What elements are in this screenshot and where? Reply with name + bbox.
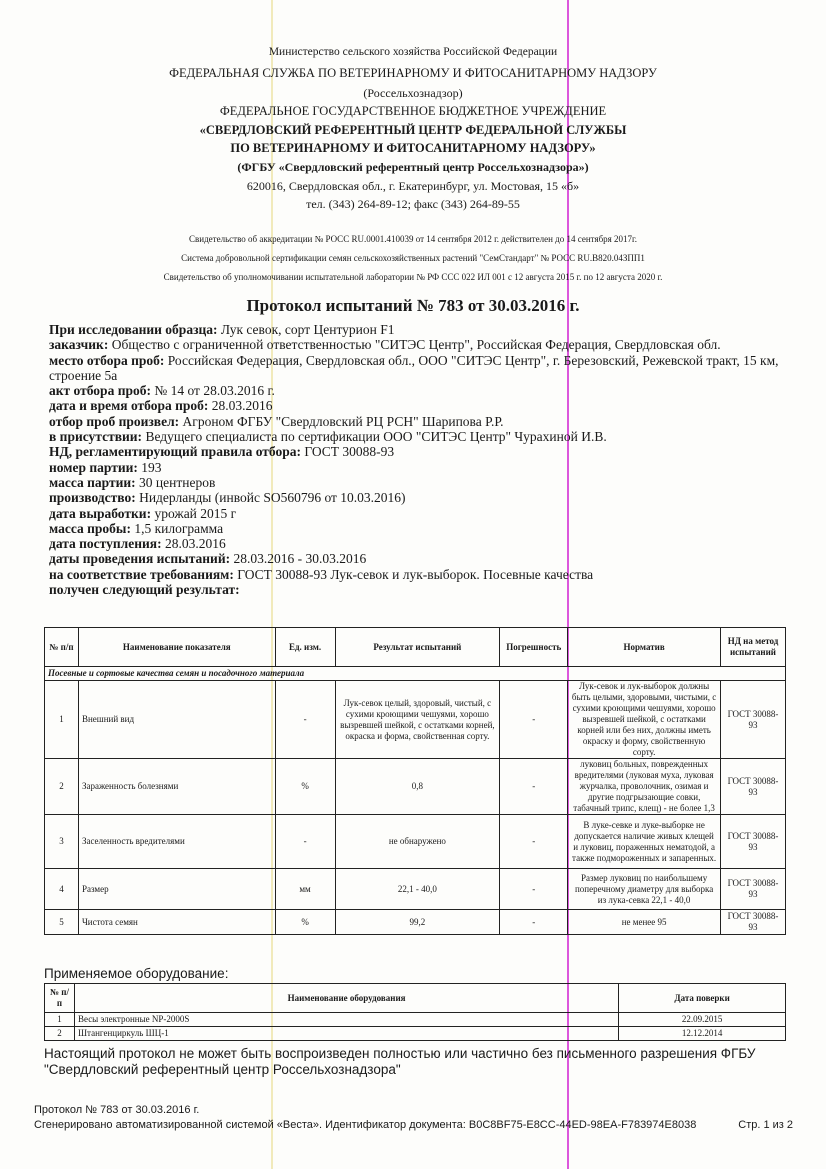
header-ministry: Министерство сельского хозяйства Российской Федерации: [268, 46, 558, 58]
cell-result: 99,2: [335, 910, 500, 935]
column-header: № п/п: [45, 984, 75, 1013]
field-manufacture: [49, 506, 779, 521]
cell-norm: Размер луковиц по наибольшему поперечному диаметру для выборка из лука-севка 22,1 - 40,0: [568, 869, 721, 910]
cell-date: 22.09.2015: [619, 1013, 786, 1027]
cell-name: Внешний вид: [78, 681, 275, 759]
cell-error: -: [500, 759, 568, 815]
field-label: дата поступления:: [49, 536, 162, 552]
certificate-authorization: Свидетельство об уполномочивании испытательной лаборатории № РФ ССС 022 ИЛ 001 с 12 августа 2015 г. по 12 августа 2020 г.: [163, 272, 663, 282]
cell-result: 22,1 - 40,0: [335, 869, 500, 910]
table-row: [45, 910, 786, 935]
equipment-table: [44, 983, 786, 1041]
cell-error: -: [500, 869, 568, 910]
field-label: масса партии:: [49, 474, 136, 490]
field-label: масса пробы:: [49, 520, 131, 536]
header-institution-line1: «СВЕРДЛОВСКИЙ РЕФЕРЕНТНЫЙ ЦЕНТР ФЕДЕРАЛЬНОЙ СЛУЖБЫ: [199, 123, 627, 137]
field-label: НД, регламентирующий правила отбора:: [49, 444, 301, 460]
column-header: № п/п: [45, 628, 79, 667]
field-label: производство:: [49, 490, 136, 506]
cell-method: ГОСТ 30088-93: [721, 815, 786, 869]
field-value: ГОСТ 30088-93 Лук-севок и лук-выборок. Посевные качества: [233, 566, 594, 582]
protocol-title: Протокол испытаний № 783 от 30.03.2016 г.: [246, 296, 580, 315]
field-value: 30 центнеров: [135, 474, 216, 490]
field-value: 28.03.2016 - 30.03.2016: [230, 551, 367, 567]
field-sampler: [49, 414, 779, 429]
cell-num: 2: [45, 759, 79, 815]
cell-unit: %: [275, 759, 335, 815]
field-label: При исследовании образца:: [49, 322, 218, 337]
cell-num: 2: [45, 1027, 75, 1041]
column-header: Результат испытаний: [335, 628, 500, 667]
cell-method: ГОСТ 30088-93: [721, 910, 786, 935]
cell-norm: не менее 95: [568, 910, 721, 935]
cell-unit: -: [275, 681, 335, 759]
table-row: [45, 1013, 786, 1027]
cell-unit: мм: [275, 869, 335, 910]
table-row: [45, 759, 786, 815]
cell-num: 3: [45, 815, 79, 869]
field-nd: [49, 444, 779, 459]
cell-name: Заселенность вредителями: [78, 815, 275, 869]
field-result-label: [49, 582, 779, 597]
field-value: 28.03.2016: [208, 398, 273, 414]
certificate-accreditation: Свидетельство об аккредитации № РОСС RU.0001.410039 от 14 сентября 2012 г. действителен до 14 сентября 2017г.: [189, 234, 637, 244]
cell-num: 1: [45, 1013, 75, 1027]
sample-info: [49, 322, 779, 597]
cell-num: 1: [45, 681, 79, 759]
cell-result: не обнаружено: [335, 815, 500, 869]
field-value: урожай 2015 г: [151, 505, 237, 521]
column-header: Дата поверки: [619, 984, 786, 1013]
cell-name: Размер: [78, 869, 275, 910]
field-requirements: [49, 567, 779, 582]
header-institution-short: (ФГБУ «Свердловский референтный центр Россельхознадзора»): [237, 160, 589, 174]
field-label: заказчик:: [49, 337, 109, 353]
cell-name: Чистота семян: [78, 910, 275, 935]
cell-equipment-name: Весы электронные NP-2000S: [74, 1013, 618, 1027]
cell-method: ГОСТ 30088-93: [721, 759, 786, 815]
footer-generated: Сгенерировано автоматизированной системой «Веста». Идентификатор документа: B0C8BF75-E8CC-44ED-98EA-F783974E8038: [34, 1119, 697, 1131]
cell-norm: луковиц больных, поврежденных вредителями (луковая муха, луковая журчалка, проволочник, озимая и другие подгрызающие совки, табачный трипс, клещ) - не более 1,3: [568, 759, 721, 815]
field-label: отбор проб произвел:: [49, 413, 180, 429]
field-sample: [49, 322, 779, 337]
cell-result: Лук-севок целый, здоровый, чистый, с сухими кроющими чешуями, хорошо вызревшей шейкой, с остатками корней, окраска и форма, свойственная сорту.: [335, 681, 500, 759]
equipment-table-header: [45, 984, 786, 1013]
field-sample-mass: [49, 521, 779, 536]
field-value: Нидерланды (инвойс SO560796 от 10.03.2016): [135, 490, 406, 506]
cell-method: ГОСТ 30088-93: [721, 681, 786, 759]
column-header: Наименование показателя: [78, 628, 275, 667]
field-label: номер партии:: [49, 459, 138, 475]
column-header: Наименование оборудования: [74, 984, 618, 1013]
cell-error: -: [500, 681, 568, 759]
field-label: дата выработки:: [49, 505, 152, 521]
field-value: Агроном ФГБУ "Свердловский РЦ РСН" Шарипова Р.Р.: [179, 413, 504, 429]
cell-norm: В луке-севке и луке-выборке не допускается наличие живых клещей и луковиц, пораженных нематодой, а также подмороженных и запаренных.: [568, 815, 721, 869]
table-row: [45, 869, 786, 910]
column-header: НД на метод испытаний: [721, 628, 786, 667]
cell-unit: %: [275, 910, 335, 935]
field-value: Ведущего специалиста по сертификации ООО "СИТЭС Центр" Чурахиной И.В.: [142, 429, 607, 445]
column-header: Погрешность: [500, 628, 568, 667]
header-service-short: (Россельхознадзор): [363, 86, 463, 100]
cell-norm: Лук-севок и лук-выборок должны быть целыми, здоровыми, чистыми, с сухими кроющими чешуями, хорошо вызревшей шейкой, с остатками корней или без них, должны иметь окраску и форму, свойственную сорту.: [568, 681, 721, 759]
field-arrival: [49, 536, 779, 551]
field-value: № 14 от 28.03.2016 г.: [150, 383, 275, 399]
reproduction-note: Настоящий протокол не может быть воспроизведен полностью или частично без письменного разрешения ФГБУ "Свердловский референтный центр Россельхознадзора": [44, 1046, 756, 1077]
field-label: в присутствии:: [49, 429, 143, 445]
header-address: 620016, Свердловская обл., г. Екатеринбург, ул. Мостовая, 15 «б»: [246, 179, 580, 193]
field-presence: [49, 429, 779, 444]
cell-result: 0,8: [335, 759, 500, 815]
field-value: 28.03.2016: [161, 536, 226, 552]
cell-error: -: [500, 815, 568, 869]
field-label: дата и время отбора проб:: [49, 398, 209, 414]
cell-date: 12.12.2014: [619, 1027, 786, 1041]
table-row: [45, 815, 786, 869]
field-batch: [49, 460, 779, 475]
results-table: [44, 627, 786, 935]
field-label: даты проведения испытаний:: [49, 551, 231, 567]
field-act: [49, 383, 779, 398]
field-test-dates: [49, 551, 779, 566]
column-header: Ед. изм.: [275, 628, 335, 667]
footer-protocol: Протокол № 783 от 30.03.2016 г.: [34, 1104, 200, 1116]
cell-name: Зараженность болезнями: [78, 759, 275, 815]
table-row: [45, 681, 786, 759]
header-phone: тел. (343) 264-89-12; факс (343) 264-89-55: [306, 197, 520, 211]
page-number: Стр. 1 из 2: [738, 1119, 793, 1131]
cell-num: 5: [45, 910, 79, 935]
field-mass: [49, 475, 779, 490]
field-value: Российская Федерация, Свердловская обл., ООО "СИТЭС Центр", г. Березовский, Режевской тракт, 15 км, строение 5а: [49, 352, 779, 383]
result-label: получен следующий результат:: [49, 582, 240, 598]
certificate-system: Система добровольной сертификации семян сельскохозяйственных растений "СемСтандарт" № РОСС RU.В820.04ЗПП1: [181, 253, 645, 263]
field-datetime: [49, 398, 779, 413]
field-value: 193: [137, 459, 162, 475]
field-place: [49, 353, 779, 384]
header-service: ФЕДЕРАЛЬНАЯ СЛУЖБА ПО ВЕТЕРИНАРНОМУ И ФИТОСАНИТАРНОМУ НАДЗОРУ: [169, 66, 657, 80]
header-institution-line2: ПО ВЕТЕРИНАРНОМУ И ФИТОСАНИТАРНОМУ НАДЗОРУ»: [230, 141, 596, 155]
field-value: 1,5 килограмма: [130, 520, 224, 536]
column-header: Норматив: [568, 628, 721, 667]
section-row: [45, 667, 786, 681]
field-label: место отбора проб:: [49, 352, 165, 368]
equipment-title: Применяемое оборудование:: [44, 966, 229, 981]
section-title: Посевные и сортовые качества семян и посадочного материала: [45, 667, 786, 681]
cell-method: ГОСТ 30088-93: [721, 869, 786, 910]
header-institution-type: ФЕДЕРАЛЬНОЕ ГОСУДАРСТВЕННОЕ БЮДЖЕТНОЕ УЧРЕЖДЕНИЕ: [219, 104, 607, 118]
field-customer: [49, 337, 779, 352]
cell-error: -: [500, 910, 568, 935]
field-value: Лук севок, сорт Центурион F1: [217, 322, 395, 337]
field-value: ГОСТ 30088-93: [301, 444, 395, 460]
cell-equipment-name: Штангенциркуль ШЦ-1: [74, 1027, 618, 1041]
table-row: [45, 1027, 786, 1041]
field-production: [49, 490, 779, 505]
cell-unit: -: [275, 815, 335, 869]
field-label: на соответствие требованиям:: [49, 566, 234, 582]
results-table-header: [45, 628, 786, 667]
field-label: акт отбора проб:: [49, 383, 151, 399]
field-value: Общество с ограниченной ответственностью "СИТЭС Центр", Российская Федерация, Свердловская обл.: [108, 337, 721, 353]
cell-num: 4: [45, 869, 79, 910]
